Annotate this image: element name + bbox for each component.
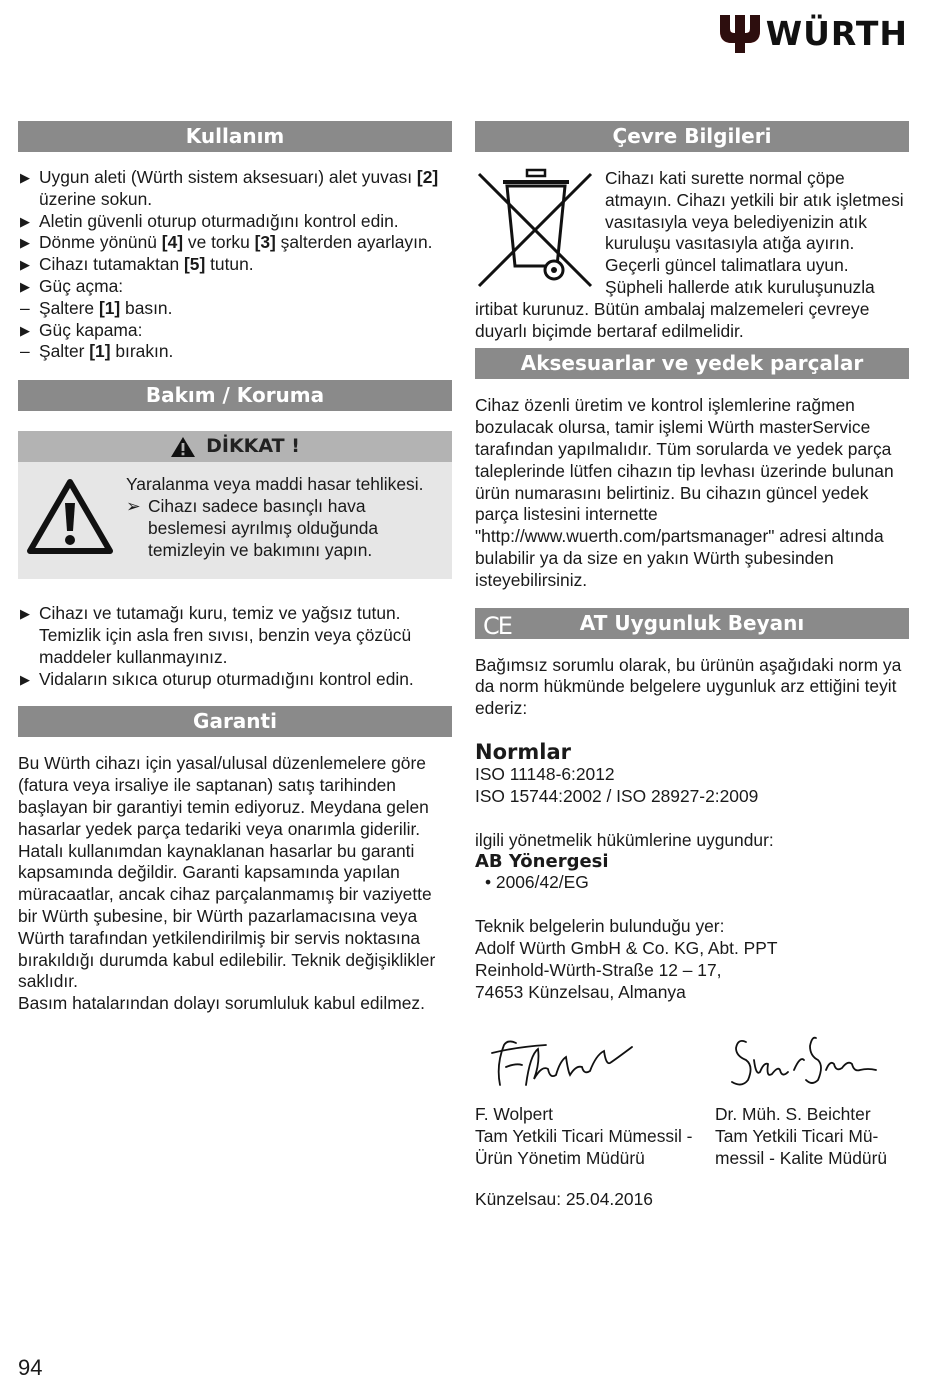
warning-title: DİKKAT ! [206,435,300,458]
norms-heading: Normlar [475,739,571,764]
warning-header [18,431,452,462]
warning-text: Yaralanma veya maddi hasar tehlikesi. [126,474,424,495]
usage-step-text: Cihazı tutamaktan [5] tutun. [39,254,254,275]
step-arrow-icon: ▶ [20,257,30,273]
usage-step [18,232,452,254]
conformity-title: AT Uygunluk Beyanı [579,610,805,635]
left-column [18,121,452,1015]
care-step-text: Cihazı ve tutamağı kuru, temiz ve yağsız tutun. Temizlik için asla fren sıvısı, benzin veya çözücü maddeler kullanmayınız. [39,603,412,667]
dash-marker: – [20,341,30,362]
signer-1-name: F. Wolpert [475,1104,553,1124]
signature-wolpert [486,1035,636,1093]
right-column [475,121,909,1003]
step-arrow-icon: ▶ [20,322,30,338]
warning-small-icon [170,436,196,458]
signer-1-role-2: Ürün Yönetim Müdürü [475,1147,645,1168]
directive-intro: ilgili yönetmelik hükümlerine uygundur: [475,829,774,850]
step-arrow-icon: ▶ [20,213,30,229]
usage-step-text: Dönme yönünü [4] ve torku [3] şalterden ayarlayın. [39,232,433,253]
accessories-text: Cihaz özenli üretim ve kontrol işlemlerine rağmen bozulacak olursa, tamir işlemi Würth masterService tarafından yapılmalıdır. Tüm sorularda ve yedek parça taleplerinde lütfen cihazın tip levhası üzerinde bulunan ürün numarasını belirtiniz. Bu cihazın güncel yedek parça listesini internette "http://www.wuerth.com/partsmanager" adresi altında bulabilir ya da size en yakın Würth şubesinden isteyebilirsiniz. [475,395,894,590]
docs-address-2: Reinhold-Würth-Straße 12 – 17, [475,959,722,980]
signature-beichter [724,1030,884,1095]
wurth-logo-icon [720,15,760,53]
step-arrow-icon: ▶ [20,170,30,185]
environment-text: Cihazı kati surette normal çöpe atmayın. Cihazı yetkili bir atık işletmesi vasıtasıyla veya belediyenizin atık kuruluşu vasıtasıyla atığa ayırın. Geçerli güncel talimatlara uyun. Şüpheli hallerde atık kuruluşunuzla irtibat kurunuz. Bütün ambalaj malzemeleri çevreye duyarlı biçimde bertaraf edilmelidir. [475,168,904,341]
care-step-text: Vidaların sıkıca oturup oturmadığını kontrol edin. [39,668,414,689]
wurth-logo [720,14,908,53]
warning-action [126,496,440,561]
step-arrow-icon: ▶ [20,235,30,251]
usage-steps [18,167,452,363]
signer-2 [715,1104,915,1169]
environment-title: Çevre Bilgileri [475,121,909,152]
usage-step [18,254,452,276]
norm-1: ISO 11148-6:2012 [475,763,615,784]
usage-step [18,320,452,342]
warranty-text: Bu Würth cihazı için yasal/ulusal düzenlemelere göre (fatura veya irsaliye ile saptanan) satış tarihinden başlayan bir garantiyi temin ediyoruz. Meydana gelen hasarlar yedek parça tedariki veya onarımla giderilir. Hatalı kullanımdan kaynaklanan hasarlar bu garanti kapsamında değildir. Garanti kapsamında yapılan müracaatlar, ancak cihaz parçalanmamış bir vaziyette bir Würth şubesine, bir Würth pazarlamacısına veya Würth tarafından yetkilendirilmiş bir servis noktasına bırakıldığı durumda kabul edilebilir. Teknik değişiklikler saklıdır. [18,753,436,992]
warning-box [18,431,452,579]
usage-step-text: Güç açma: [39,275,124,296]
norm-2: ISO 15744:2002 / ISO 28927-2:2009 [475,785,759,806]
docs-label: Teknik belgelerin bulunduğu yer: [475,916,725,937]
signer-2-name: Dr. Müh. S. Beichter [715,1104,871,1124]
usage-step [18,211,452,233]
signing-date: Künzelsau: 25.04.2016 [475,1189,653,1209]
warranty-title: Garanti [18,706,452,737]
accessories-title: Aksesuarlar ve yedek parçalar [475,348,909,379]
docs-address-1: Adolf Würth GmbH & Co. KG, Abt. PPT [475,937,778,958]
warranty-text-2: Basım hatalarından dolayı sorumluluk kabul edilmez. [18,993,425,1014]
care-title: Bakım / Koruma [18,380,452,411]
conformity-intro: Bağımsız sorumlu olarak, bu ürünün aşağıdaki norm ya da norm hükmünde belgelere uygunluk arz ettiğini teyit ederiz: [475,654,902,719]
check-arrow-icon: ➢ [126,495,141,516]
directive-item: • 2006/42/EG [485,872,589,893]
usage-title: Kullanım [18,121,452,152]
usage-substep [18,341,452,363]
conformity-header [475,608,909,639]
ce-mark-icon: CE [483,611,511,640]
usage-step [18,276,452,298]
usage-substep [18,298,452,320]
usage-step-text: Şalter [1] bırakın. [39,341,174,362]
usage-step-text: Aletin güvenli oturup oturmadığını kontrol edin. [39,210,399,231]
usage-step-text: Güç kapama: [39,319,143,340]
environment-block [475,168,909,342]
warning-body [18,462,452,579]
dash-marker: – [20,297,30,318]
crossed-bin-icon [475,168,595,288]
step-arrow-icon: ▶ [20,278,30,294]
care-step [18,669,452,691]
warning-action-text: Cihazı sadece basınçlı hava beslemesi ayrılmış olduğunda temizleyin ve bakımını yapın. [148,495,379,560]
directive-heading: AB Yönergesi [475,851,609,873]
signer-2-role-1: Tam Yetkili Ticari Mü- [715,1125,879,1146]
page-number: 94 [18,1355,43,1380]
step-arrow-icon: ▶ [20,671,30,687]
step-arrow-icon: ▶ [20,606,30,622]
usage-step-text: Şaltere [1] basın. [39,297,173,318]
signer-1 [475,1104,705,1169]
directive-value: 2006/42/EG [495,872,589,893]
care-steps [18,603,452,690]
usage-step-text: Uygun aleti (Würth sistem aksesuarı) alet yuvası [2] üzerine sokun. [39,167,439,209]
docs-address-3: 74653 Künzelsau, Almanya [475,981,686,1002]
brand-name: WÜRTH [765,14,908,53]
signer-2-role-2: messil - Kalite Müdürü [715,1147,888,1168]
care-step [18,603,452,668]
signer-1-role-1: Tam Yetkili Ticari Mümessil - [475,1125,693,1146]
warning-large-icon [26,477,114,555]
usage-step [18,167,452,211]
